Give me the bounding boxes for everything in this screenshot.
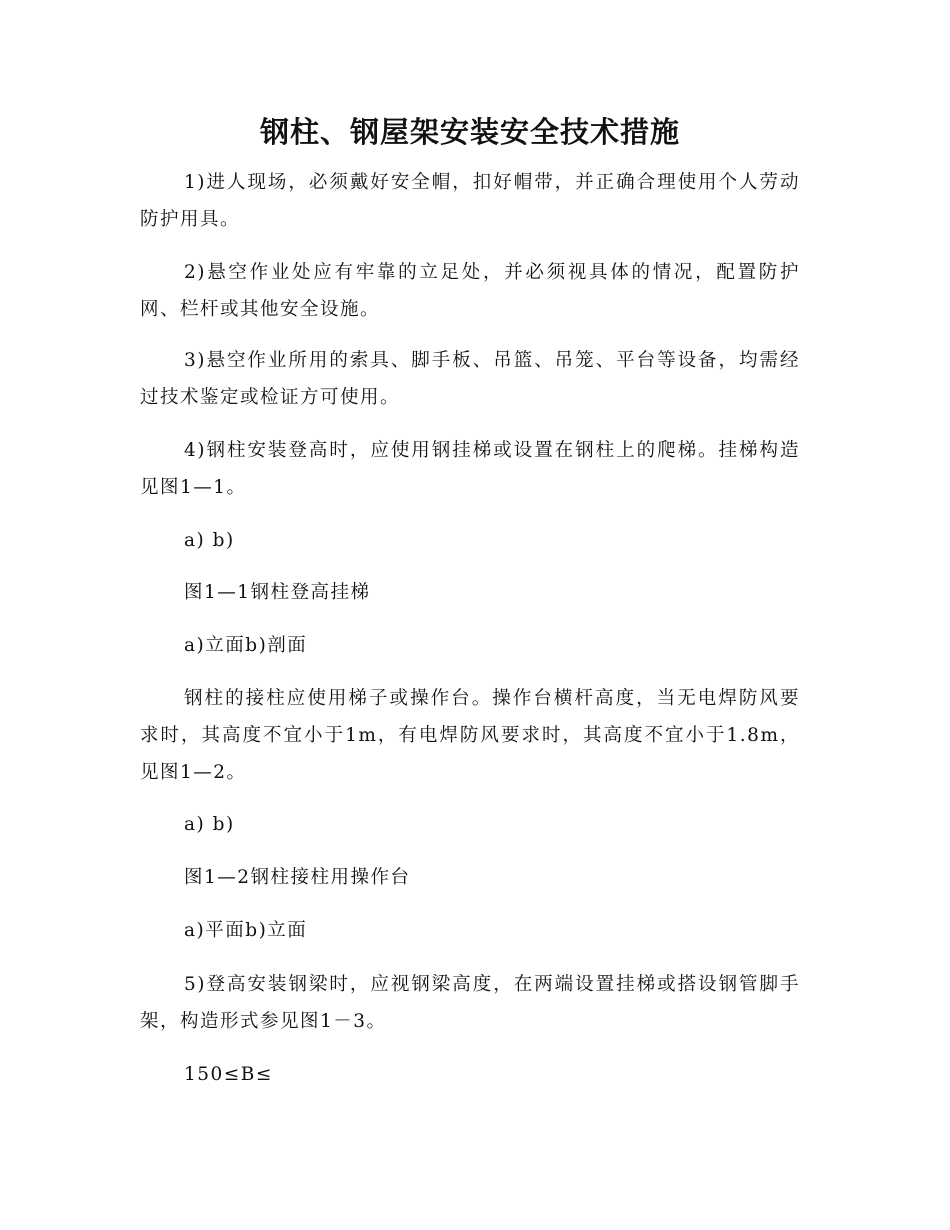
paragraph-4: 4)钢柱安装登高时，应使用钢挂梯或设置在钢柱上的爬梯。挂梯构造见图1—1。 (140, 440, 800, 498)
figure-1-1-caption: 图1—1钢柱登高挂梯 (184, 582, 371, 603)
document-title: 钢柱、钢屋架安装安全技术措施 (259, 115, 680, 149)
figure-1-1-subfigure-labels: a) b) (184, 530, 235, 551)
paragraph-1: 1)进人现场，必须戴好安全帽，扣好帽带，并正确合理使用个人劳动防护用具。 (140, 172, 800, 230)
paragraph-5: 5)登高安装钢梁时，应视钢梁高度，在两端设置挂梯或搭设钢管脚手架，构造形式参见图1－3。 (140, 974, 800, 1032)
figure-1-2-caption: 图1—2钢柱接柱用操作台 (184, 867, 411, 888)
paragraph-3: 3)悬空作业所用的索具、脚手板、吊篮、吊笼、平台等设备，均需经过技术鉴定或检证方可使用。 (140, 350, 800, 408)
figure-1-3-dimension-text: 150≤B≤ (184, 1064, 273, 1085)
paragraph-2: 2)悬空作业处应有牢靠的立足处，并必须视具体的情况，配置防护网、栏杆或其他安全设施。 (140, 262, 800, 320)
figure-1-1-subcaption: a)立面b)剖面 (184, 635, 308, 656)
paragraph-column-splice: 钢柱的接柱应使用梯子或操作台。操作台横杆高度，当无电焊防风要求时，其高度不宜小于1m，有电焊防风要求时，其高度不宜小于1.8m，见图1—2。 (140, 688, 800, 783)
figure-1-2-subcaption: a)平面b)立面 (184, 920, 308, 941)
figure-1-2-subfigure-labels: a) b) (184, 814, 235, 835)
